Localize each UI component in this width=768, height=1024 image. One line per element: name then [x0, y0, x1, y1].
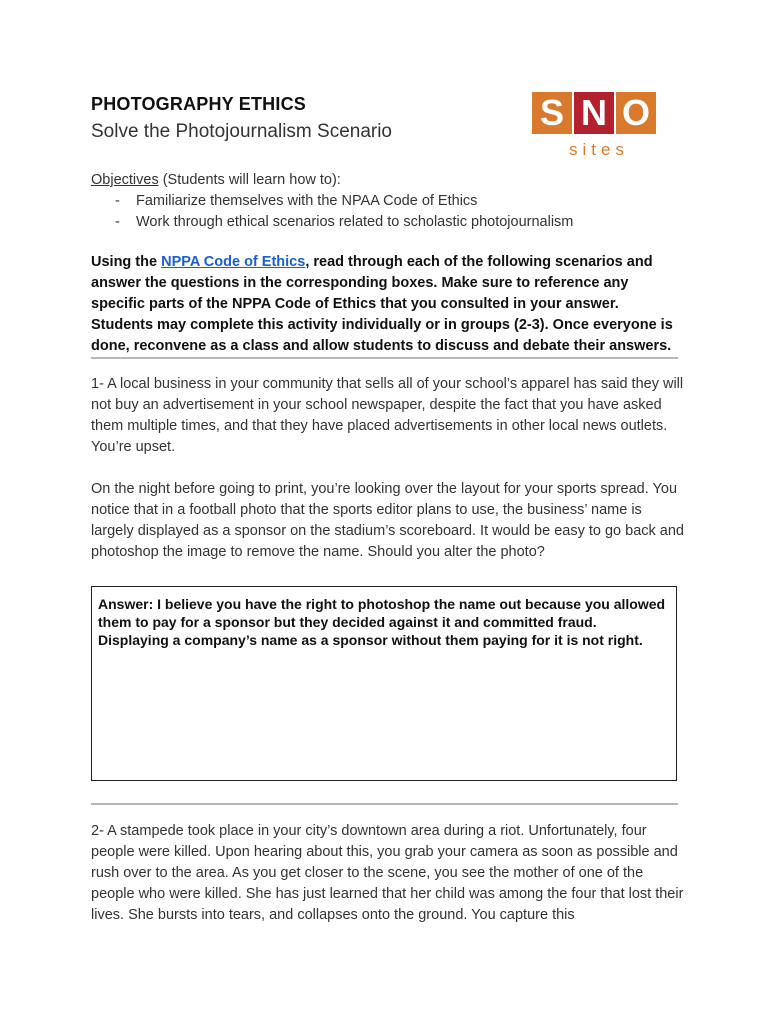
- objective-item: - Work through ethical scenarios related to scholastic photojournalism: [91, 212, 573, 233]
- objectives-section: [91, 170, 573, 233]
- page-subtitle: Solve the Photojournalism Scenario: [91, 121, 393, 142]
- scenario-1-paragraph-1: 1- A local business in your community that sells all of your school’s apparel has said they will not buy an advertisement in your school newspaper, despite the fact that you have asked them multiple times, and that they have placed advertisements in other local news outlets. You’re upset.: [91, 376, 684, 455]
- logo-letters: [532, 92, 660, 134]
- answer-box-1[interactable]: Answer: I believe you have the right to photoshop the name out because you allowed them to pay for a sponsor but they decided against it and committed fraud. Displaying a company’s name as a sponsor without them paying for it is not right.: [91, 586, 677, 781]
- instructions-paragraph: [91, 252, 681, 357]
- page-title: PHOTOGRAPHY ETHICS: [91, 94, 306, 114]
- instructions-prefix: Using the: [91, 254, 162, 270]
- scenario-2-paragraph-1: 2- A stampede took place in your city’s downtown area during a riot. Unfortunately, four people were killed. Upon hearing about this, you grab your camera as soon as possible and rush over to the area. As you get closer to the scene, you see the mother of one of the people who were killed. She has just learned that her child was among the four that lost their lives. She bursts into tears, and collapses onto the ground. You capture this: [91, 823, 684, 923]
- sno-sites-logo: [532, 92, 660, 162]
- objectives-heading: [91, 170, 573, 191]
- objectives-list: [91, 191, 573, 233]
- objective-item: - Familiarize themselves with the NPAA Code of Ethics: [91, 191, 573, 212]
- logo-subtext: sites: [569, 140, 629, 159]
- divider: [91, 803, 678, 805]
- objectives-suffix: (Students will learn how to):: [158, 172, 341, 188]
- objectives-label: Objectives: [91, 172, 159, 188]
- logo-letter-n: N: [574, 92, 614, 134]
- scenario-1-paragraph-2: On the night before going to print, you’re looking over the layout for your sports spread. You notice that in a football photo that the sports editor plans to use, the business’ name is largely displayed as a sponsor on the stadium’s scoreboard. It would be easy to go back and photoshop the image to remove the name. Should you alter the photo?: [91, 481, 684, 560]
- instructions-body: , read through each of the following scenarios and answer the questions in the corresponding boxes. Make sure to reference any specific parts of the NPPA Code of Ethics that you consulted in your answer. Students may complete this activity individually or in groups (2-3). Once everyone is done, reconvene as a class and allow students to discuss and debate their answers.: [91, 254, 673, 354]
- logo-letter-o: O: [616, 92, 656, 134]
- divider: [91, 357, 678, 359]
- nppa-code-link[interactable]: NPPA Code of Ethics: [161, 254, 306, 270]
- logo-letter-s: S: [532, 92, 572, 134]
